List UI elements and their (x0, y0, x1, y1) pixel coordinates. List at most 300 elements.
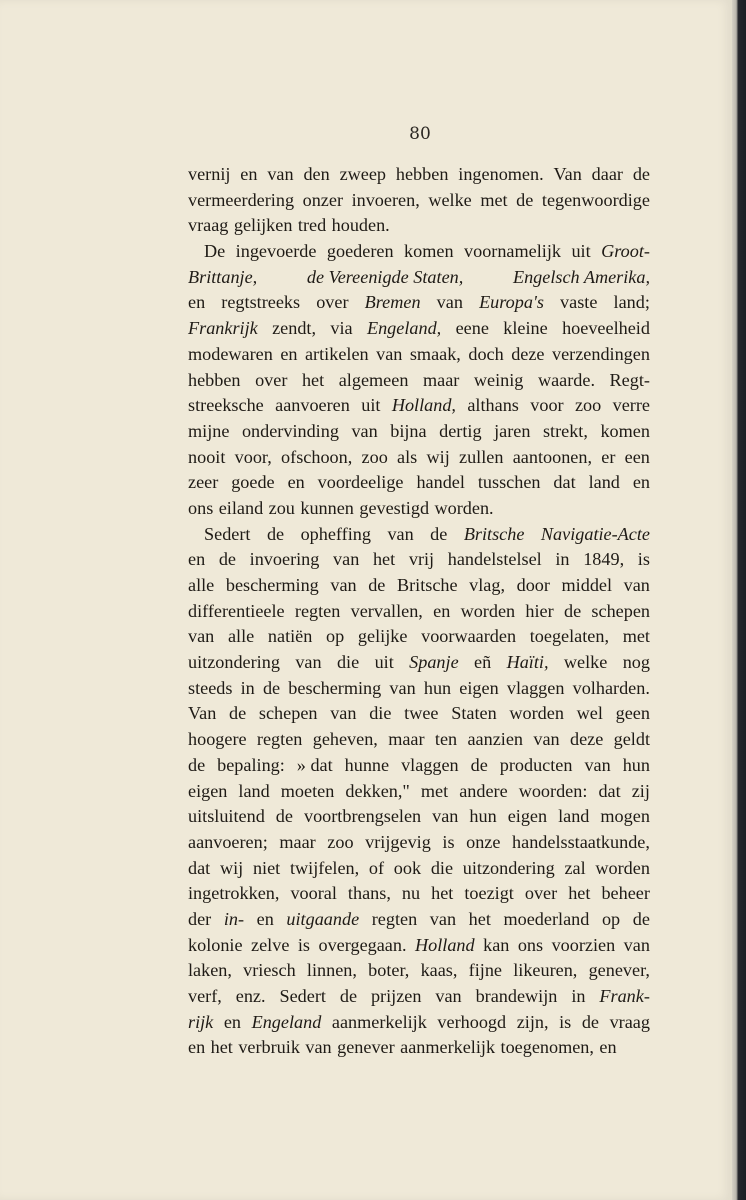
word: Groot- (601, 241, 650, 262)
word: Engelsch Amerika, (512, 266, 650, 287)
word: het (210, 1037, 233, 1058)
word: uitgaande (286, 908, 360, 929)
word: de (516, 189, 534, 210)
word: die (369, 703, 392, 724)
word: aanvoeren (275, 395, 350, 416)
word: rijk (188, 1011, 214, 1032)
word: streeksche (188, 395, 264, 416)
word: zelve (251, 934, 290, 955)
word: althans (467, 395, 519, 416)
word: uit (374, 652, 394, 673)
word: dat (598, 780, 621, 801)
word: dekken," (345, 780, 410, 801)
word: hebben (395, 164, 449, 184)
word: woorden: (518, 780, 588, 801)
word: smaak, (409, 343, 461, 364)
word: van (330, 703, 357, 724)
word: Engeland, (366, 318, 442, 339)
text-line (188, 599, 650, 625)
word: waarde. (537, 369, 595, 390)
word: en (256, 908, 274, 929)
word: zoo (361, 446, 388, 467)
word: verzendingen (551, 343, 650, 364)
text-line (188, 727, 650, 753)
text-line (188, 624, 650, 650)
word: die (430, 857, 454, 878)
word: schepen (591, 600, 650, 621)
word: en (433, 600, 451, 621)
word: der (188, 908, 212, 929)
word: van (533, 729, 560, 750)
word: aanvoeren; (188, 831, 268, 852)
word: wij (219, 857, 244, 878)
text-line (188, 650, 650, 676)
word: als (397, 446, 418, 467)
word: gelijke (357, 626, 408, 647)
word: mogen (600, 806, 650, 827)
word: goederen (326, 241, 394, 262)
word: en (287, 472, 305, 493)
word: zij (631, 780, 650, 801)
word: fijne (468, 960, 502, 981)
word: onze (466, 831, 501, 852)
text-line (188, 522, 650, 548)
word: voortbrengselen (303, 806, 422, 827)
text-line (188, 265, 650, 291)
word: het (301, 369, 325, 390)
word: onzer (302, 189, 343, 210)
word: van (387, 523, 414, 544)
word: kunnen (300, 497, 354, 518)
word: van (623, 575, 650, 595)
word: opheffing (300, 523, 371, 544)
word: worden (595, 857, 650, 878)
word: verf, (188, 986, 222, 1006)
word: de (581, 1011, 599, 1032)
word: in (555, 549, 570, 570)
page-number: 80 (409, 124, 431, 144)
word: Europa's (479, 292, 544, 313)
word: vraag (188, 215, 229, 236)
word: hun (423, 677, 452, 698)
word: van (333, 549, 360, 570)
word: een (624, 446, 650, 467)
word: de Vereenigde Staten, (306, 266, 464, 287)
word: Navigatie-Acte (540, 523, 650, 544)
word: welke (428, 189, 472, 210)
word: eiland (218, 497, 264, 518)
word: beheer (601, 883, 650, 904)
word: van (435, 986, 462, 1006)
word: handelsstaatkunde, (512, 831, 650, 852)
word: in- (223, 908, 245, 929)
word: bescherming (225, 575, 319, 595)
word: verbruik (238, 1037, 300, 1058)
word: van (436, 292, 463, 313)
word: het (372, 549, 396, 570)
word: zal (564, 857, 586, 878)
word: vlag, (469, 575, 506, 595)
word: vriesch (243, 960, 296, 981)
word: hun (469, 806, 497, 827)
word: over (316, 292, 349, 313)
word: kolonie (188, 934, 243, 955)
word: andere (459, 780, 508, 801)
word: met (480, 189, 508, 210)
word: het (468, 908, 491, 929)
word: regten (371, 908, 418, 929)
word: van (267, 164, 294, 184)
word: vermeerdering (188, 189, 295, 210)
text-line (188, 573, 650, 599)
word: genever, (588, 960, 650, 981)
word: Van (553, 164, 582, 184)
word: eigen (188, 780, 228, 801)
word: tred (297, 215, 327, 236)
word: algemeen (338, 369, 409, 390)
word: uit (571, 241, 591, 262)
word: bescherming (288, 677, 382, 698)
word: met (420, 780, 449, 801)
word: is (297, 934, 311, 955)
word: worden (460, 600, 516, 621)
word: uitzondering (188, 652, 280, 673)
word: enz. (235, 986, 266, 1006)
word: de (266, 523, 285, 544)
word: 1849, (583, 549, 625, 570)
word: via (330, 318, 353, 339)
word: schepen (258, 703, 318, 724)
word: van (295, 652, 322, 673)
word: goede (231, 472, 275, 493)
word: de (632, 908, 650, 929)
word: die (336, 652, 360, 673)
text-line (188, 213, 650, 239)
word: maar (422, 369, 460, 390)
word: tusschen (477, 472, 541, 493)
word: gevestigd (359, 497, 430, 518)
text-line (188, 676, 650, 702)
word: alle (188, 575, 215, 595)
word: zeer (188, 472, 219, 493)
word: handelstelsel (447, 549, 542, 570)
word: van (305, 1037, 332, 1058)
word: op (601, 908, 621, 929)
text-line (188, 1010, 650, 1036)
word: volharden. (572, 677, 650, 698)
word: ingenomen. (458, 164, 544, 184)
text-line (188, 419, 650, 445)
word: vervallen, (350, 600, 423, 621)
word: land (558, 806, 590, 827)
word: kaas, (420, 960, 458, 981)
word: vooral (290, 883, 337, 904)
word: bijna (390, 420, 427, 441)
word: Staten (451, 703, 497, 724)
word: weinig (473, 369, 524, 390)
word: Sedert (204, 523, 251, 544)
word: uit (361, 395, 381, 416)
word: natiën (267, 626, 313, 647)
word: doch (468, 343, 504, 364)
word: maar (388, 729, 425, 750)
word: de (188, 754, 206, 775)
word: de (229, 703, 247, 724)
word: dertig (439, 420, 482, 441)
word: Holland (415, 934, 475, 955)
text-line (188, 470, 650, 496)
word: verhoogd (437, 1011, 507, 1032)
word: of (368, 857, 385, 878)
word: de (262, 677, 281, 698)
word: vrij (408, 549, 435, 570)
word: land; (613, 292, 650, 313)
word: De (204, 241, 226, 262)
text-line (188, 856, 650, 882)
text-line (188, 188, 650, 214)
word: en (280, 343, 298, 364)
word: voorzien (551, 934, 616, 955)
word: den (303, 164, 330, 184)
word: regten (256, 729, 303, 750)
word: » dat (296, 754, 333, 775)
text-line (188, 316, 650, 342)
word: Regt- (609, 369, 650, 390)
text-line (188, 239, 650, 265)
word: in (240, 677, 255, 698)
word: wel (576, 703, 603, 724)
book-spine-edge (732, 0, 746, 1200)
text-line (188, 984, 650, 1010)
word: hunne (344, 754, 390, 775)
body-text (188, 162, 650, 1061)
word: van (389, 677, 416, 698)
word: van (429, 908, 457, 929)
word: tegenwoordige (541, 189, 650, 210)
word: en (632, 472, 650, 493)
word: ook (393, 857, 422, 878)
word: twee (404, 703, 439, 724)
word: hoogere (188, 729, 247, 750)
word: voorwaarden (421, 626, 517, 647)
word: en (188, 292, 206, 313)
word: Engeland (251, 1011, 322, 1032)
word: en (240, 164, 258, 184)
word: jaren (494, 420, 531, 441)
word: zullen (459, 446, 504, 467)
word: zendt, (272, 318, 317, 339)
word: daar (591, 164, 623, 184)
word: ofschoon, (281, 446, 353, 467)
word: linnen, (306, 960, 357, 981)
word: toegelaten, (529, 626, 610, 647)
word: Bremen (364, 292, 421, 313)
word: maar (279, 831, 316, 852)
word: Holland, (391, 395, 456, 416)
word: het (568, 883, 591, 904)
word: hier (525, 600, 554, 621)
word: zou (268, 497, 295, 518)
text-line (188, 933, 650, 959)
text-line (188, 958, 650, 984)
word: land (238, 780, 270, 801)
word: aanmerkelijk (400, 1037, 496, 1058)
text-line (188, 881, 650, 907)
word: nooit (188, 446, 226, 467)
word: invoering (249, 549, 320, 570)
word: deze (569, 729, 604, 750)
word: van (623, 934, 650, 955)
word: met (622, 626, 650, 647)
word: gelijken (233, 215, 293, 236)
word: vraag (609, 1011, 650, 1032)
word: en (223, 1011, 242, 1032)
word: zoo (327, 831, 354, 852)
word: ons (517, 934, 544, 955)
word: Brittanje, (188, 266, 258, 287)
word: boter, (368, 960, 410, 981)
word: ingetrokken, (188, 883, 280, 904)
word: uitsluitend (188, 806, 265, 827)
word: zijn, (516, 1011, 549, 1032)
word: producten (499, 754, 573, 775)
word: prijzen (370, 986, 422, 1006)
word: moeten (280, 780, 335, 801)
word: in (571, 986, 586, 1006)
word: deze (511, 343, 545, 364)
word: eene (455, 318, 489, 339)
word: Haïti, (506, 652, 549, 673)
word: nu (401, 883, 421, 904)
word: van (351, 420, 378, 441)
word: kan (483, 934, 510, 955)
word: dat (553, 472, 576, 493)
word: invoeren, (351, 189, 420, 210)
word: Spanje (409, 652, 459, 673)
word: ons (188, 497, 214, 518)
word: de (563, 600, 582, 621)
word: aanzien (467, 729, 524, 750)
word: voor, (234, 446, 272, 467)
word: nog (622, 652, 650, 673)
word: vrijgevig (365, 831, 431, 852)
paragraph (188, 162, 650, 239)
word: voor (530, 395, 564, 416)
word: handel (416, 472, 465, 493)
word: geldt (613, 729, 650, 750)
word: thans, (347, 883, 391, 904)
word: Frank- (599, 986, 650, 1006)
paragraph (188, 239, 650, 522)
word: komen (600, 420, 650, 441)
word: welke (563, 652, 608, 673)
word: genever (337, 1037, 395, 1058)
word: het (431, 883, 454, 904)
word: aanmerkelijk (331, 1011, 427, 1032)
word: wij (426, 446, 450, 467)
word: mijne (188, 420, 230, 441)
word: steeds (188, 677, 233, 698)
word: modewaren (188, 343, 273, 364)
text-line (188, 907, 650, 933)
word: voordeelige (317, 472, 404, 493)
word: Britsche (396, 575, 458, 595)
word: moederland (503, 908, 590, 929)
word: dat (188, 857, 211, 878)
word: de (339, 986, 358, 1006)
text-line (188, 1035, 650, 1061)
text-line (188, 804, 650, 830)
word: hoeveelheid (562, 318, 650, 339)
word: hebben (188, 369, 241, 390)
word: toegenomen, (500, 1037, 594, 1058)
word: van (432, 806, 459, 827)
text-line (188, 547, 650, 573)
word: van (376, 343, 403, 364)
word: is (637, 549, 650, 570)
word: regtstreeks (221, 292, 301, 313)
text-line (188, 445, 650, 471)
word: de (275, 806, 293, 827)
word: Sedert (279, 986, 326, 1006)
word: twijfelen, (289, 857, 360, 878)
word: likeuren, (513, 960, 578, 981)
text-line (188, 753, 650, 779)
word: brandewijn (475, 986, 558, 1006)
word: toezigt (464, 883, 514, 904)
word: Van (188, 703, 217, 724)
word: op (326, 626, 345, 647)
word: kleine (503, 318, 548, 339)
word: middel (561, 575, 613, 595)
word: en (599, 1037, 617, 1058)
text-line (188, 368, 650, 394)
word: laken, (188, 960, 232, 981)
word: geen (615, 703, 650, 724)
word: differentieele (188, 600, 285, 621)
paragraph (188, 522, 650, 1061)
word: zoo (574, 395, 602, 416)
word: niet (252, 857, 281, 878)
text-line (188, 162, 650, 188)
word: de (368, 575, 386, 595)
word: worden (509, 703, 564, 724)
word: van (188, 626, 215, 647)
word: vlaggen (506, 677, 565, 698)
word: is (442, 831, 455, 852)
text-line (188, 393, 650, 419)
text-line (188, 701, 650, 727)
word: geheven, (312, 729, 378, 750)
text-line (188, 830, 650, 856)
word: is (559, 1011, 572, 1032)
word: en (188, 549, 206, 570)
text-line (188, 496, 650, 522)
text-line (188, 290, 650, 316)
word: artikelen (304, 343, 369, 364)
word: hun (622, 754, 650, 775)
word: ondervinding (241, 420, 339, 441)
word: komen (404, 241, 454, 262)
word: zweep (339, 164, 387, 184)
word: van (330, 575, 357, 595)
word: eñ (474, 652, 492, 673)
word: Britsche (463, 523, 525, 544)
word: Frankrijk (188, 318, 258, 339)
word: van (584, 754, 611, 775)
word: aantoonen, (512, 446, 593, 467)
word: en (188, 1037, 206, 1058)
